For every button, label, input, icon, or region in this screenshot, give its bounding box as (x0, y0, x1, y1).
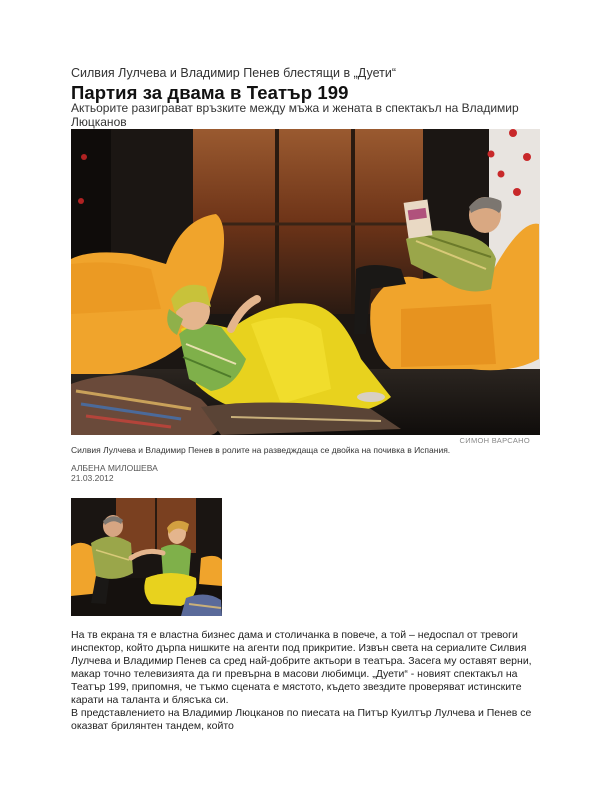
photo-credit: СИМОН ВАРСАНО (459, 436, 530, 445)
article-author: АЛБЕНА МИЛОШЕВА (71, 463, 158, 473)
article-body (71, 629, 541, 733)
main-photo (71, 129, 540, 435)
article-headline: Партия за двама в Театър 199 (71, 82, 349, 103)
thumbnail-illustration (71, 498, 222, 616)
article-date: 21.03.2012 (71, 473, 114, 483)
thumbnail-photo (71, 498, 222, 616)
article-subtitle: Актьорите разиграват връзките между мъжа и жената в спектакъл на Владимир Люцканов (71, 101, 519, 129)
photo-caption: Силвия Лулчева и Владимир Пенев в ролите на разведждаща се двойка на почивка в Испания. (71, 445, 451, 455)
stage-photo-illustration (71, 129, 540, 435)
body-paragraph: В представлението на Владимир Люцканов по пиесата на Питър Куилтър Лулчева и Пенев се оказват брилянтен тандем, който (71, 707, 532, 732)
body-paragraph: На тв екрана тя е властна бизнес дама и столичанка в повече, а той – недоспал от тревоги инспектор, който дърпа нишките на агенти под прикритие. Извън света на сериалите Силвия Лулчева и Владимир Пенев са сред най-добрите актьори в театъра. Засега му оставят верни, макар точно телевизията да ги превърна в масови любимци. „Дуети“ - новият спектакъл на Театър 199, припомня, че тъкмо сцената е мястото, където звездите проверяват истинските карати на таланта и блясъка си. (71, 629, 532, 706)
article-kicker: Силвия Лулчева и Владимир Пенев блестящи в „Дуети“ (71, 66, 396, 80)
